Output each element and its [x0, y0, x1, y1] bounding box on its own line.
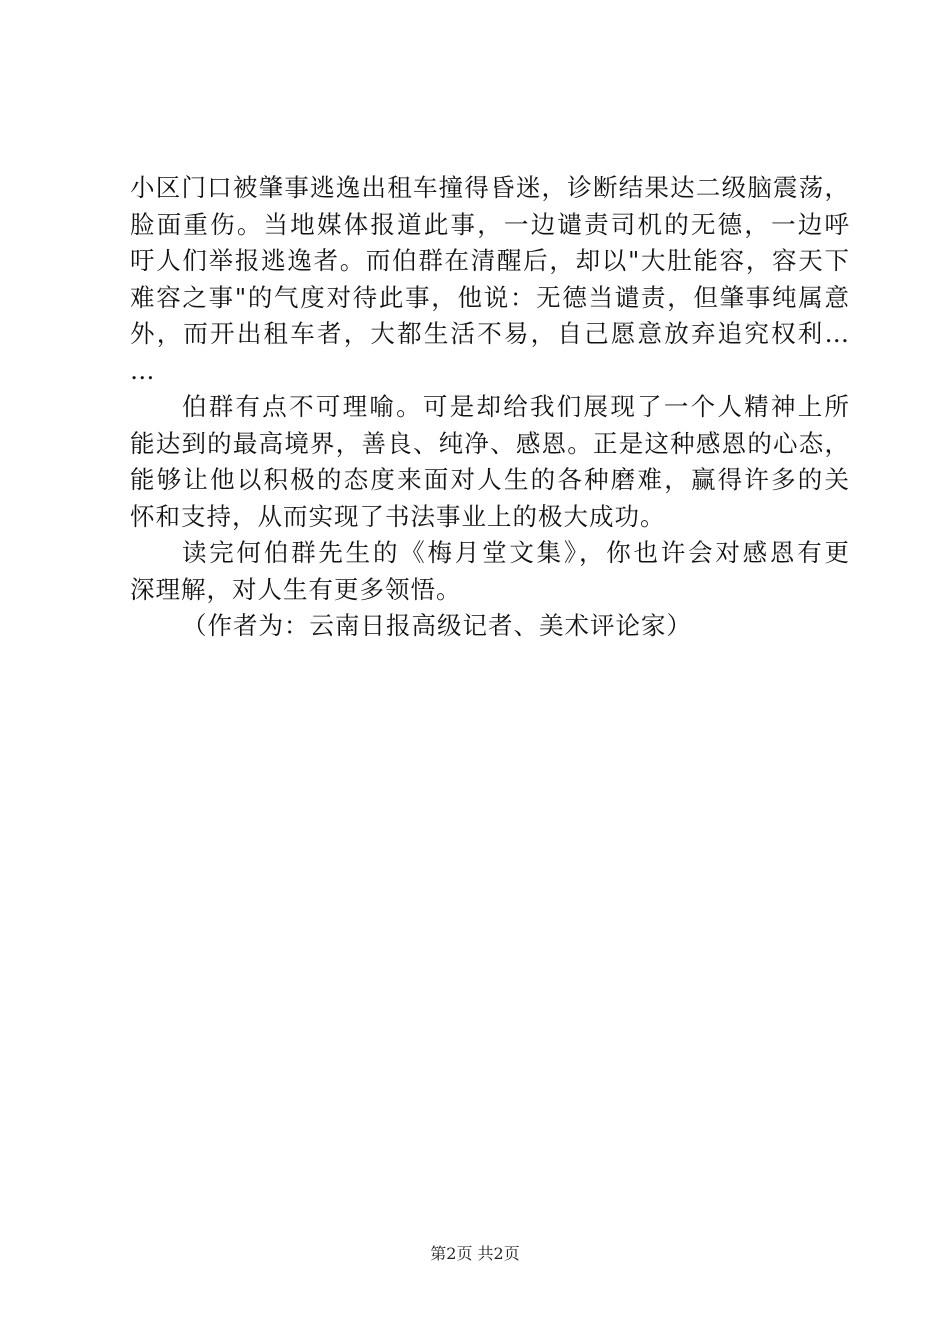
- text-line: 吁人们举报逃逸者。而伯群在清醒后，却以"大肚能容，容天下: [130, 246, 850, 275]
- text-line: …: [130, 355, 156, 385]
- text-line: 外，而开出租车者，大都生活不易，自己愿意放弃追究权利…: [130, 319, 850, 348]
- text-line: 读完何伯群先生的《梅月堂文集》，你也许会对感恩有更: [182, 538, 850, 567]
- text-line: 能达到的最高境界，善良、纯净、感恩。正是这种感恩的心态，: [130, 428, 850, 458]
- text-line: 小区门口被肇事逃逸出租车撞得昏迷，诊断结果达二级脑震荡，: [130, 173, 850, 202]
- text-line: 深理解，对人生有更多领悟。: [130, 574, 462, 604]
- text-line: 怀和支持，从而实现了书法事业上的极大成功。: [130, 501, 666, 531]
- text-line: 能够让他以积极的态度来面对人生的各种磨难，赢得许多的关: [130, 465, 850, 494]
- page-number-footer: 第2页 共2页: [430, 1244, 520, 1263]
- text-line: 难容之事"的气度对待此事，他说：无德当谴责，但肇事纯属意: [130, 282, 850, 312]
- author-note: （作者为：云南日报高级记者、美术评论家）: [182, 611, 692, 640]
- text-line: 脸面重伤。当地媒体报道此事，一边谴责司机的无德，一边呼: [130, 209, 850, 239]
- text-line: 伯群有点不可理喻。可是却给我们展现了一个人精神上所: [182, 392, 850, 421]
- article-body: [130, 170, 850, 645]
